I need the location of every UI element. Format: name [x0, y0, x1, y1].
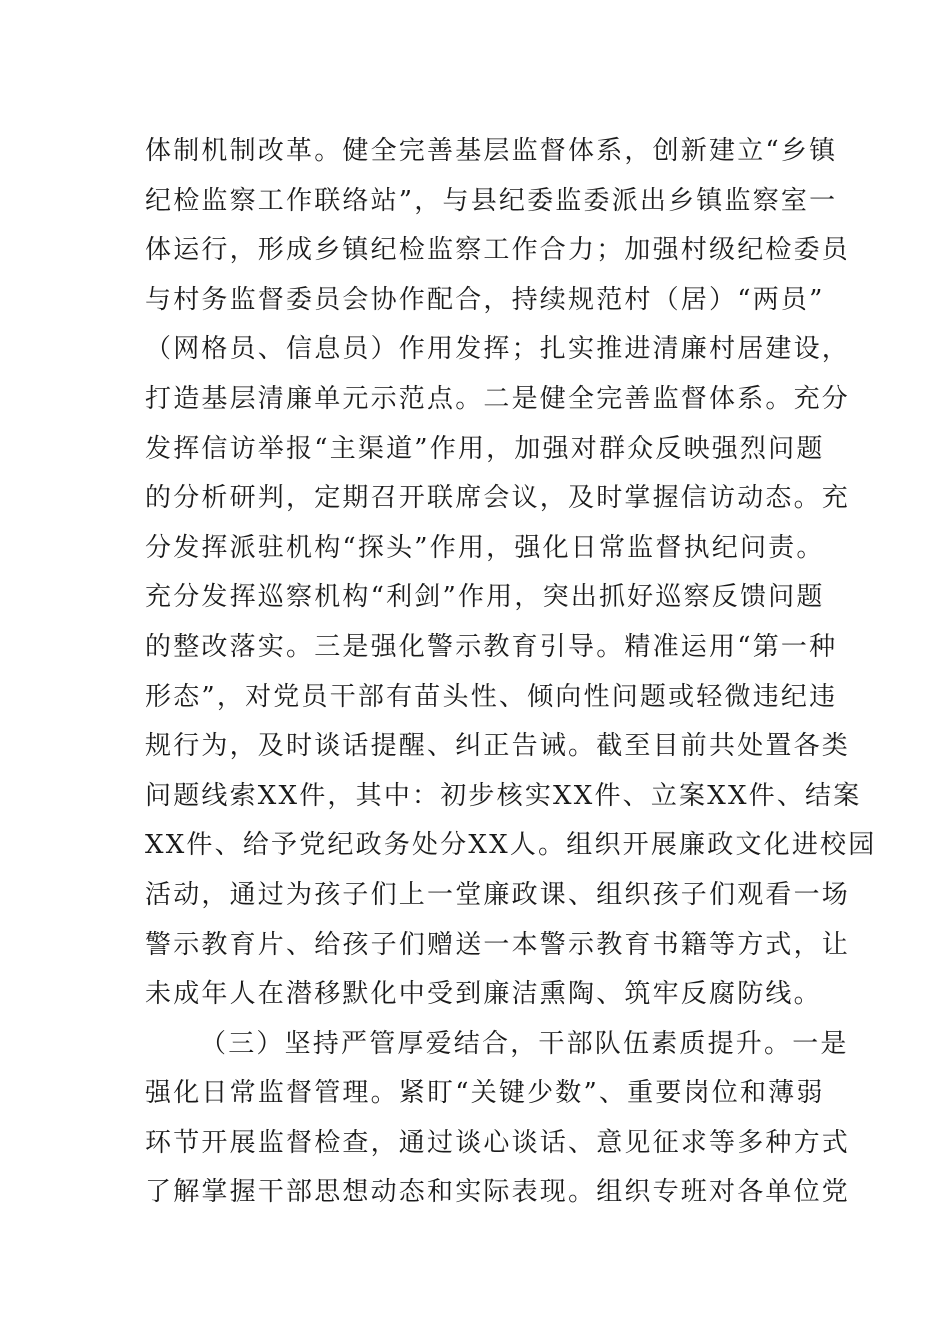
- text-line: 强化日常监督管理。紧盯“关键少数”、重要岗位和薄弱: [145, 1078, 825, 1109]
- text-line: 体制机制改革。健全完善基层监督体系，创新建立“乡镇: [145, 136, 838, 166]
- text-line: 纪检监察工作联络站”，与县纪委监委派出乡镇监察室一: [145, 185, 838, 216]
- text-line: 与村务监督委员会协作配合，持续规范村（居）“两员”: [145, 284, 825, 315]
- text-line: 充分发挥巡察机构“利剑”作用，突出抓好巡察反馈问题: [145, 582, 825, 613]
- text-line: 的分析研判，定期召开联席会议，及时掌握信访动态。充: [145, 483, 851, 514]
- text-line: XX件、给予党纪政务处分XX人。组织开展廉政文化进校园: [145, 830, 877, 861]
- text-line: （网格员、信息员）作用发挥；扎实推进清廉村居建设，: [145, 334, 851, 365]
- text-line: 规行为，及时谈话提醒、纠正告诫。截至目前共处置各类: [145, 731, 851, 762]
- text-line: 体运行，形成乡镇纪检监察工作合力；加强村级纪检委员: [145, 235, 851, 266]
- text-line: 发挥信访举报“主渠道”作用，加强对群众反映强烈问题: [145, 433, 825, 464]
- text-line: 问题线索XX件，其中：初步核实XX件、立案XX件、结案: [145, 780, 862, 811]
- text-line: 的整改落实。三是强化警示教育引导。精准运用“第一种: [145, 631, 838, 662]
- text-line: 打造基层清廉单元示范点。二是健全完善监督体系。充分: [145, 383, 851, 414]
- text-line: 环节开展监督检查，通过谈心谈话、意见征求等多种方式: [145, 1127, 851, 1158]
- text-line: 警示教育片、给孩子们赠送一本警示教育书籍等方式，让: [145, 929, 851, 960]
- text-line: 形态”，对党员干部有苗头性、倾向性问题或轻微违纪违: [145, 681, 838, 712]
- section-heading-line: （三）坚持严管厚爱结合，干部队伍素质提升。一是: [200, 1028, 849, 1059]
- text-line: 了解掌握干部思想动态和实际表现。组织专班对各单位党: [145, 1177, 851, 1208]
- body-text: [145, 127, 877, 1218]
- text-line: 未成年人在潜移默化中受到廉洁熏陶、筑牢反腐防线。: [145, 979, 822, 1010]
- text-line: 分发挥派驻机构“探头”作用，强化日常监督执纪问责。: [145, 532, 825, 563]
- text-line: 活动，通过为孩子们上一堂廉政课、组织孩子们观看一场: [145, 879, 851, 910]
